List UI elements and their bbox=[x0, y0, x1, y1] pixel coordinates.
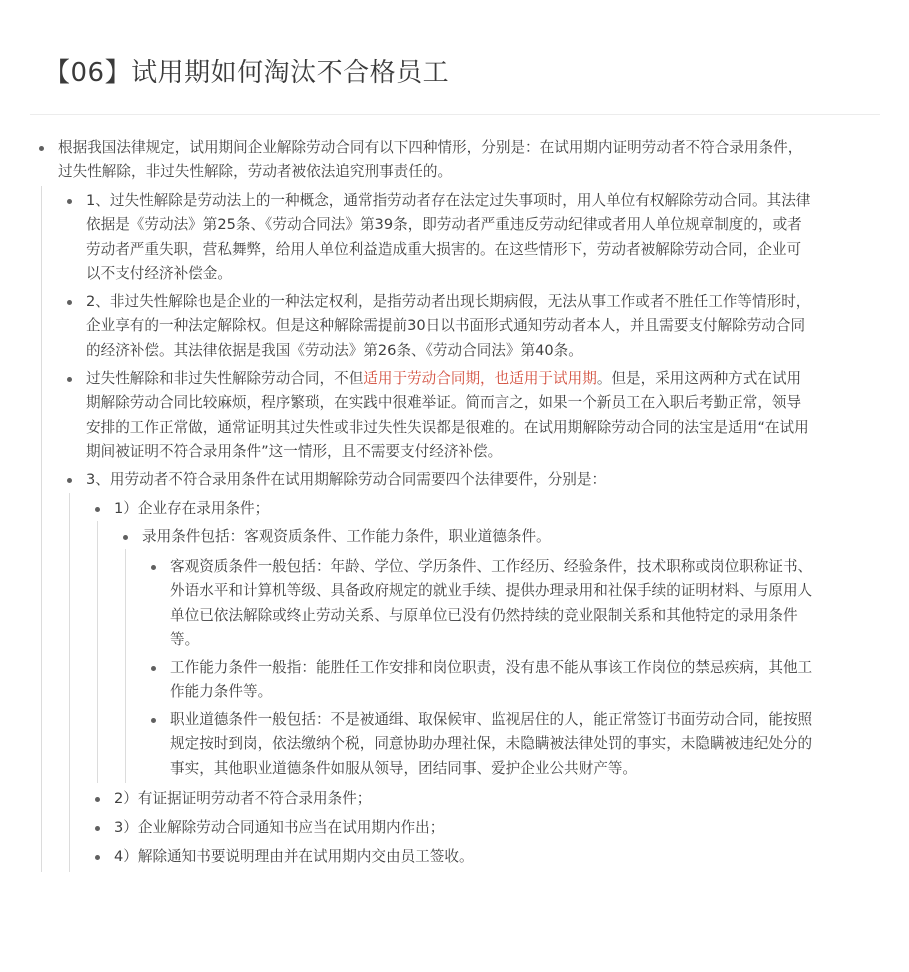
list-item: 工作能力条件一般指：能胜任工作安排和岗位职责，没有患不能从事该工作岗位的禁忌疾病，其他工 作能力条件等。 bbox=[170, 659, 813, 701]
list-item: 2、非过失性解除也是企业的一种法定权利，是指劳动者出现长期病假，无法从事工作或者不胜任工作等情形时， 企业享有的一种法定解除权。但是这种解除需提前30日以书面形式通知劳动者本人，并且需要支付解除劳动合同 的经济补偿。其法律依据是我国《劳动法》第26条、《劳动合同法》第40条。 bbox=[86, 293, 811, 359]
bullet-icon bbox=[67, 199, 72, 204]
level4-guide-line bbox=[125, 549, 126, 783]
bullet-icon bbox=[95, 507, 100, 512]
list-item: 4）解除通知书要说明理由并在试用期内交由员工签收。 bbox=[114, 848, 474, 865]
level2-guide-line bbox=[69, 493, 70, 872]
level1-guide-line bbox=[41, 186, 42, 872]
list-item: 根据我国法律规定，试用期间企业解除劳动合同有以下四种情形，分别是：在试用期内证明劳动者不符合录用条件， 过失性解除，非过失性解除，劳动者被依法追究刑事责任的。 bbox=[58, 139, 803, 181]
bullet-icon bbox=[151, 718, 156, 723]
list-item: 1、过失性解除是劳动法上的一种概念，通常指劳动者存在法定过失事项时，用人单位有权解除劳动合同。其法律 依据是《劳动法》第25条、《劳动合同法》第39条，即劳动者严重违反劳动纪律或者用人单位规章制度的，或者 劳动者严重失职，营私舞弊，给用人单位利益造成重大损害的。在这些情形下，劳动者被解除劳动合同，企业可 以不支付经济补偿金。 bbox=[86, 192, 811, 282]
list-item: 3、用劳动者不符合录用条件在试用期解除劳动合同需要四个法律要件，分别是： bbox=[86, 471, 607, 488]
list-item: 过失性解除和非过失性解除劳动合同，不但适用于劳动合同期，也适用于试用期。但是，采用这两种方式在试用 期解除劳动合同比较麻烦，程序繁琐，在实践中很难举证。简而言之，如果一个新员工在入职后考勤正常，领导 安排的工作正常做，通常证明其过失性或非过失性失误都是很难的。在试用期解除劳动合同的法宝是适用“在试用 期间被证明不符合录用条件”这一情形，且不需要支付经济补偿。 bbox=[86, 370, 809, 460]
bullet-icon bbox=[151, 565, 156, 570]
list-item: 3）企业解除劳动合同通知书应当在试用期内作出； bbox=[114, 819, 445, 836]
bullet-icon bbox=[123, 535, 128, 540]
bullet-icon bbox=[95, 855, 100, 860]
bullet-icon bbox=[39, 146, 44, 151]
bullet-icon bbox=[95, 797, 100, 802]
list-item: 职业道德条件一般包括：不是被通缉、取保候审、监视居住的人，能正常签订书面劳动合同，能按照 规定按时到岗，依法缴纳个税，同意协助办理社保，未隐瞒被法律处罚的事实，未隐瞒被违纪处分的 事实，其他职业道德条件如服从领导，团结同事、爱护企业公共财产等。 bbox=[170, 711, 813, 777]
bullet-icon bbox=[67, 300, 72, 305]
title-divider bbox=[30, 114, 880, 115]
bullet-icon bbox=[151, 666, 156, 671]
highlight-text: 适用于劳动合同期，也适用于试用期 bbox=[363, 370, 597, 387]
bullet-icon bbox=[67, 377, 72, 382]
list-item: 2）有证据证明劳动者不符合录用条件； bbox=[114, 790, 372, 807]
list-item: 1）企业存在录用条件； bbox=[114, 500, 270, 517]
list-item: 客观资质条件一般包括：年龄、学位、学历条件、工作经历、经验条件，技术职称或岗位职称证书、 外语水平和计算机等级、具备政府规定的就业手续、提供办理录用和社保手续的证明材料、与原用人 单位已依法解除或终止劳动关系、与原单位已没有仍然持续的竞业限制关系和其他特定的录用条件 等。 bbox=[170, 558, 813, 648]
bullet-icon bbox=[95, 826, 100, 831]
list-item: 录用条件包括：客观资质条件、工作能力条件，职业道德条件。 bbox=[142, 528, 551, 545]
page-title: 【06】试用期如何淘汰不合格员工 bbox=[44, 58, 450, 88]
bullet-icon bbox=[67, 478, 72, 483]
level3-guide-line bbox=[97, 521, 98, 783]
